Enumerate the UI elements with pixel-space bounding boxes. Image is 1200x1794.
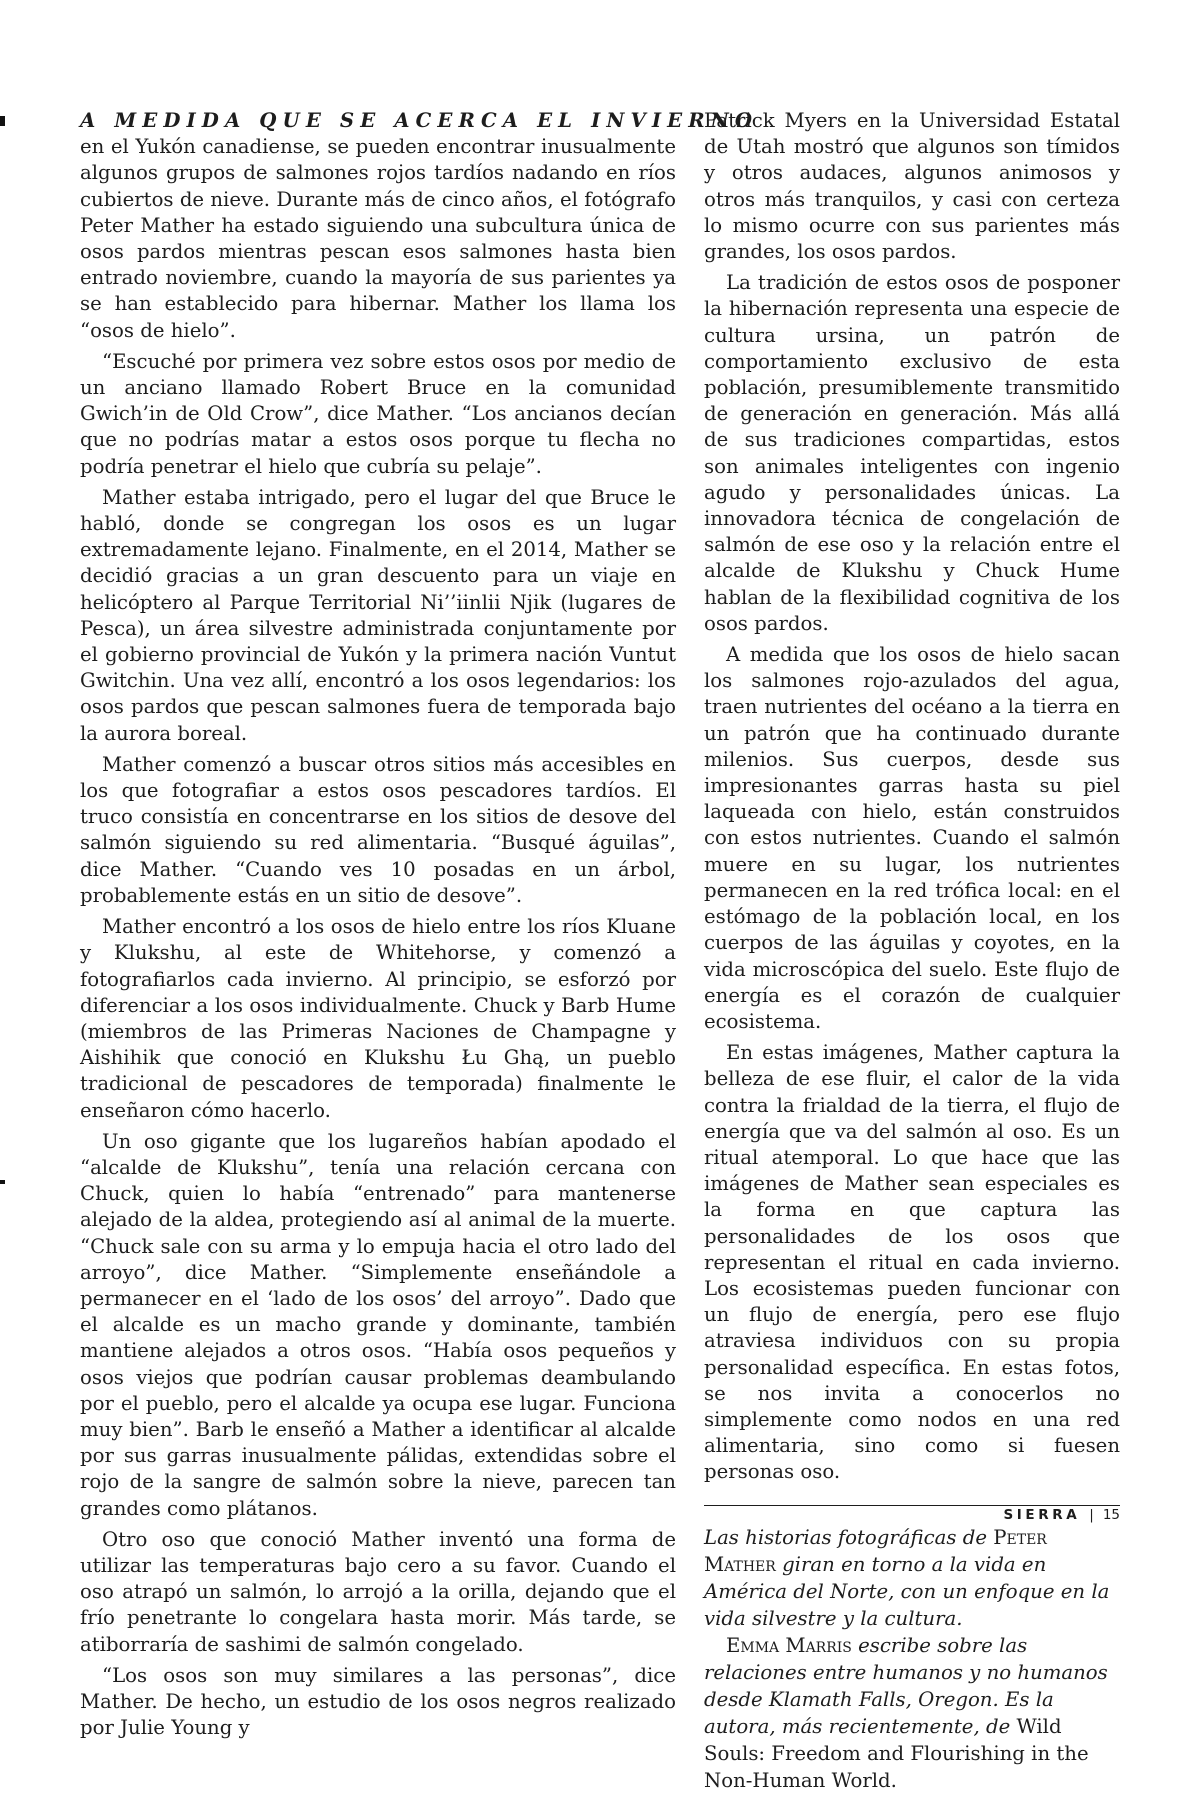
article-paragraph: Mather estaba intrigado, pero el lugar del que Bruce le habló, donde se congregan los osos es un lugar extremadamente lejano. Finalmente, en el 2014, Mather se decidió gracias a un gran descuento para un viaje en helicóptero al Parque Territorial Ni’’iinlii Njik (lugares de Pesca), un área silvestre administrada conjuntamente por el gobierno provincial de Yukón y la primera nación Vuntut Gwitchin. Una vez allí, encontró a los osos legendarios: los osos pardos que pescan salmones fuera de temporada bajo la aurora boreal. <box>80 485 676 745</box>
page-footer <box>1003 1507 1120 1523</box>
article-paragraph: Mather comenzó a buscar otros sitios más accesibles en los que fotografiar a estos osos pescadores tardíos. El truco consistía en concentrarse en los sitios de desove del salmón siguiendo su red alimentaria. “Busqué águilas”, dice Mather. “Cuando ves 10 posadas en un árbol, probablemente estás en un sitio de desove”. <box>80 752 676 907</box>
author-bio: Emma Marris escribe sobre las relaciones entre humanos y no humanos desde Klamath Falls, Oregon. Es la autora, más recientemente, de Wild Souls: Freedom and Flourishing in the Non-Human World. <box>704 1633 1108 1792</box>
article-paragraph: Patrick Myers en la Universidad Estatal de Utah mostró que algunos son tímidos y otros audaces, algunos animosos y otros más tranquilos, y casi con certeza lo mismo ocurre con sus parientes más grandes, los osos pardos. <box>704 109 1120 264</box>
article-paragraph: “Escuché por primera vez sobre estos osos por medio de un anciano llamado Robert Bruce en la comunidad Gwich’in de Old Crow”, dice Mather. “Los ancianos decían que no podrías matar a estos osos porque tu flecha no podría penetrar el hielo que cubría su pelaje”. <box>80 349 676 478</box>
article-paragraph: Mather encontró a los osos de hielo entre los ríos Kluane y Klukshu, al este de Whitehorse, y comenzó a fotografiarlos cada invierno. Al principio, se esforzó por diferenciar a los osos individualmente. Chuck y Barb Hume (miembros de las Primeras Naciones de Champagne y Aishihik que conoció en Klukshu Łu Ghą, un pueblo tradicional de pescadores de temporada) finalmente le enseñaron cómo hacerlo. <box>80 915 676 1122</box>
bio-divider <box>704 1505 1120 1506</box>
page-edge-mark <box>0 1180 5 1184</box>
book-title: Wild Souls: Freedom and Flourishing in the Non-Human World. <box>704 1714 1089 1792</box>
article-paragraph: La tradición de estos osos de posponer la hibernación representa una especie de cultura ursina, un patrón de comportamiento exclusivo de esta población, presumiblemente transmitido de generación en generación. Más allá de sus tradiciones compartidas, estos son animales inteligentes con ingenio agudo y personalidades únicas. La innovadora técnica de congelación de salmón de ese oso y la relación entre el alcalde de Klukshu y Chuck Hume hablan de la flexibilidad cognitiva de los osos pardos. <box>704 271 1120 635</box>
photographer-bio: Las historias fotográficas de Peter Mather giran en torno a la vida en América del Norte, con un enfoque en la vida silvestre y la cultura. <box>704 1525 1110 1630</box>
article-left-column <box>80 108 759 1741</box>
article-right-column <box>704 108 1120 1794</box>
lead-in-heading: A MEDIDA QUE SE ACERCA EL INVIERNO <box>80 109 759 132</box>
article-paragraph: A medida que los osos de hielo sacan los salmones rojo-azulados del agua, traen nutrientes del océano a la tierra en un patrón que ha continuado durante milenios. Sus cuerpos, desde sus impresionantes garras hasta su piel laqueada con hielo, están construidos con estos nutrientes. Cuando el salmón muere en su lugar, los nutrientes permanecen en la red trófica local: en el estómago de la población local, en los cuerpos de las águilas y coyotes, en la vida microscópica del suelo. Este flujo de energía es el corazón de cualquier ecosistema. <box>704 643 1120 1033</box>
page-number: 15 <box>1102 1507 1120 1523</box>
article-paragraph <box>80 108 759 344</box>
article-paragraph: Otro oso que conoció Mather inventó una forma de utilizar las temperaturas bajo cero a su favor. Cuando el oso atrapó un salmón, lo arrojó a la orilla, dejando que el frío penetrante lo congelara hasta morir. Más tarde, se atiborraría de sashimi de salmón congelado. <box>80 1527 676 1656</box>
article-paragraph: En estas imágenes, Mather captura la belleza de ese fluir, el calor de la vida contra la frialdad de la tierra, el flujo de energía que va del salmón al oso. Es un ritual atemporal. Lo que hace que las imágenes de Mather sean especiales es la forma en que captura las personalidades de los osos que representan el ritual en cada invierno. Los ecosistemas pueden funcionar con un flujo de energía, pero ese flujo atraviesa individuos con su propia personalidad específica. En estas fotos, se nos invita a conocerlos no simplemente como nodos en una red alimentaria, sino como si fuesen personas oso. <box>704 1041 1120 1484</box>
footer-separator: | <box>1089 1507 1094 1523</box>
article-paragraph: “Los osos son muy similares a las personas”, dice Mather. De hecho, un estudio de los osos negros realizado por Julie Young y <box>80 1663 676 1740</box>
magazine-name: SIERRA <box>1003 1507 1081 1523</box>
author-name: Emma Marris <box>726 1633 852 1657</box>
article-paragraph: Un oso gigante que los lugareños habían apodado el “alcalde de Klukshu”, tenía una relación cercana con Chuck, quien lo había “entrenado” para mantenerse alejado de la aldea, protegiendo así al animal de la muerte. “Chuck sale con su arma y lo empuja hacia el otro lado del arroyo”, dice Mather. “Simplemente enseñándole a permanecer en el ‘lado de los osos’ del arroyo”. Dado que el alcalde es un macho grande y dominante, también mantiene alejados a otros osos. “Había osos pequeños y osos viejos que podrían causar problemas deambulando por el pueblo, pero el alcalde ya ocupa ese lugar. Funciona muy bien”. Barb le enseñó a Mather a identificar al alcalde por sus garras inusualmente pálidas, extendidas sobre el rojo de la sangre de salmón sobre la nieve, parecen tan grandes como plátanos. <box>80 1129 676 1520</box>
contributor-bios <box>704 1524 1120 1794</box>
photographer-name: Peter Mather <box>704 1525 1047 1576</box>
paragraph-text: en el Yukón canadiense, se pueden encontrar inusualmente algunos grupos de salmones rojos tardíos nadando en ríos cubiertos de nieve. Durante más de cinco años, el fotógrafo Peter Mather ha estado siguiendo una subcultura única de osos pardos mientras pescan esos salmones hasta bien entrado noviembre, cuando la mayoría de sus parientes ya se han establecido para hibernar. Mather los llama los “osos de hielo”. <box>80 135 676 342</box>
page-edge-mark <box>0 116 5 126</box>
